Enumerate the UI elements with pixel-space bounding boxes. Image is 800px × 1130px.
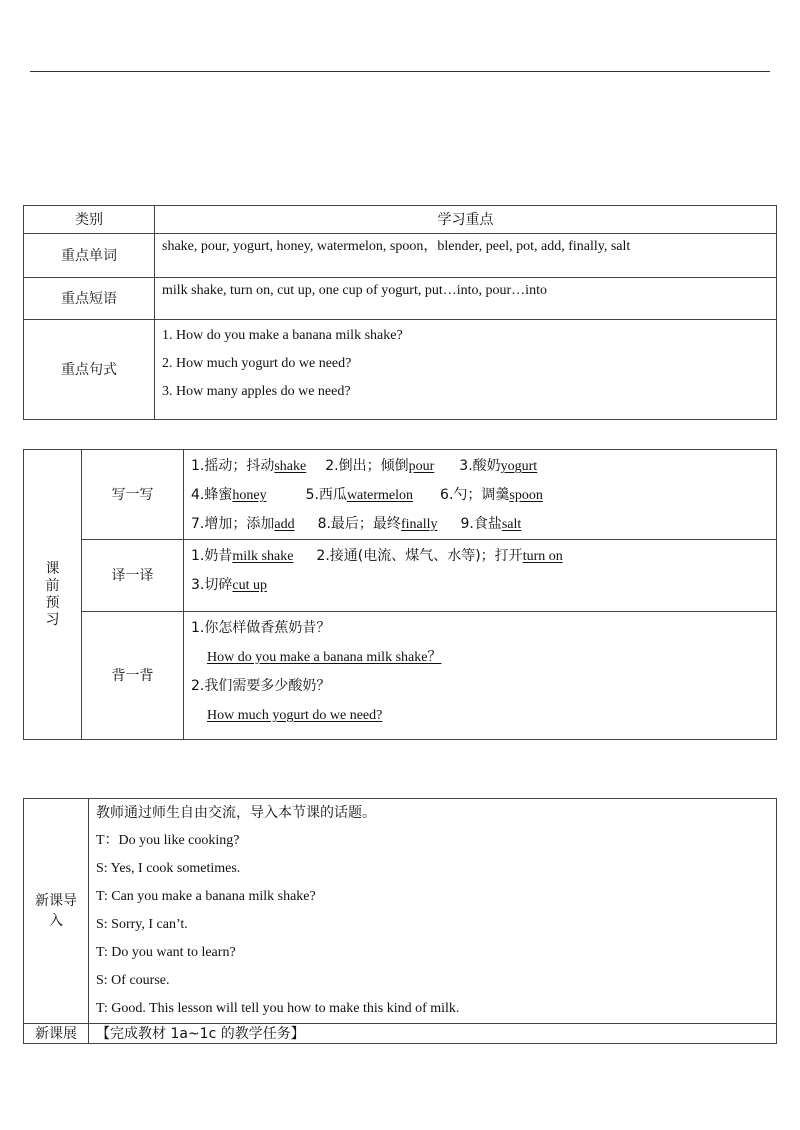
translate-label: 译一译 [82,540,184,612]
recite-question-1: 1.你怎样做香蕉奶昔？ [191,620,331,636]
header-rule [30,71,770,72]
intro-label-cell [24,799,89,1024]
row-label-words: 重点单词 [24,234,155,278]
next-section-label: 新课展 [24,1024,89,1044]
key-phrases-text: milk shake, turn on, cut up, one cup of yogurt, put…into, pour…into [162,283,547,298]
intro-line-1: 教师通过师生自由交流，导入本节课的话题。 [96,805,376,821]
answer-blank: turn on [522,549,563,564]
key-sentence-1: 1. How do you make a banana milk shake? [162,328,403,343]
answer-blank: spoon [509,488,543,503]
answer-blank: shake [274,459,307,474]
recite-answer-1: How do you make a banana milk shake？ [207,650,442,665]
answer-blank: salt [501,517,522,532]
intro-line-6: T: Do you want to learn? [96,945,236,960]
answer-blank: finally [400,517,438,532]
intro-label: 新课导入 [35,893,77,929]
answer-blank: pour [408,459,435,474]
answer-blank: cut up [232,578,267,593]
write-label: 写一写 [82,450,184,540]
next-section-text: 【完成教材 1a~1c 的教学任务】 [89,1024,777,1044]
intro-line-7: S: Of course. [96,973,170,988]
write-line-1: 1.摇动；抖动shake 2.倒出；倾倒pour 3.酸奶yogurt [191,458,538,474]
preview-side-label: 课前预习 [45,560,60,628]
write-line-2: 4.蜂蜜honey 5.西瓜watermelon 6.勺；调羹spoon [191,487,543,503]
answer-blank: milk shake [232,549,294,564]
recite-label: 背一背 [82,612,184,740]
answer-blank: yogurt [500,459,538,474]
translate-line-1: 1.奶昔milk shake 2.接通(电流、煤气、水等)；打开turn on [191,548,563,564]
header-category: 类别 [24,206,155,234]
answer-blank: watermelon [346,488,414,503]
intro-table [23,798,777,1044]
answer-blank: honey [232,488,267,503]
recite-question-2: 2.我们需要多少酸奶？ [191,678,331,694]
key-words-text: shake, pour, yogurt, honey, watermelon, spoon，blender, peel, pot, add, finally, salt [162,239,631,254]
row-label-sentences: 重点句式 [24,320,155,420]
translate-line-2: 3.切碎cut up [191,577,267,593]
preview-table [23,449,777,740]
intro-line-5: S: Sorry, I can’t. [96,917,188,932]
row-label-phrases: 重点短语 [24,278,155,320]
key-points-table [23,205,777,420]
header-focus: 学习重点 [155,206,777,234]
write-line-3: 7.增加；添加add 8.最后；最终finally 9.食盐salt [191,516,522,532]
key-sentence-2: 2. How much yogurt do we need? [162,356,352,371]
key-sentence-3: 3. How many apples do we need? [162,384,351,399]
intro-line-2: T：Do you like cooking? [96,833,240,848]
intro-line-8: T: Good. This lesson will tell you how to make this kind of milk. [96,1001,460,1016]
intro-line-3: S: Yes, I cook sometimes. [96,861,241,876]
intro-line-4: T: Can you make a banana milk shake? [96,889,316,904]
answer-blank: add [274,517,295,532]
recite-answer-2: How much yogurt do we need? [207,708,383,723]
preview-side-label-cell [24,450,82,740]
